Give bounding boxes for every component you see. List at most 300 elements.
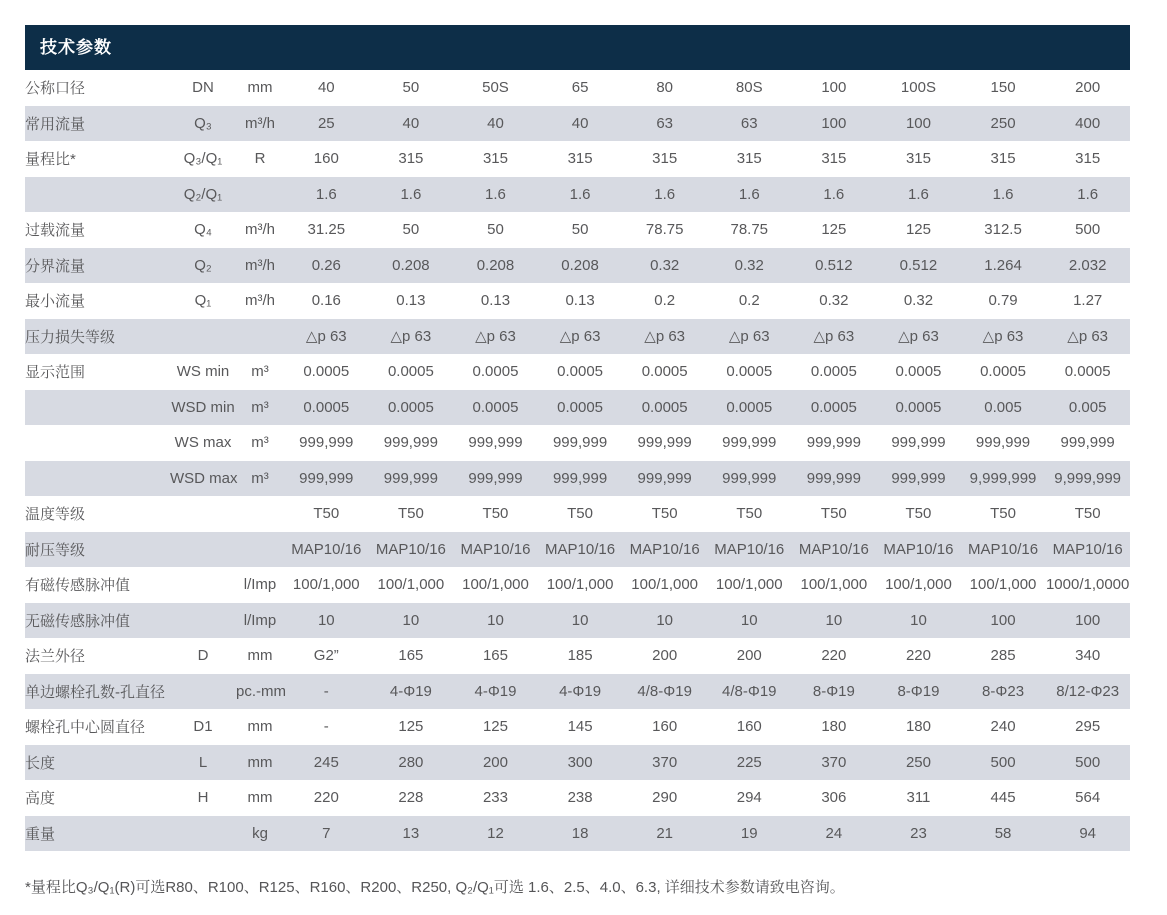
cell-value: 1.6 [485, 185, 506, 203]
cell-value: 23 [910, 824, 927, 842]
cell-value: 145 [567, 718, 593, 736]
cell-value: 125 [398, 718, 424, 736]
row-symbol [170, 674, 236, 710]
row-unit: R [254, 150, 266, 168]
cell-value: 165 [482, 647, 508, 665]
row-symbol: WS max [174, 434, 232, 452]
cell-value: T50 [567, 505, 593, 523]
cell-value: 0.32 [819, 292, 849, 310]
cell-value: 200 [736, 647, 762, 665]
row-symbol [170, 567, 236, 603]
cell-value: 200 [1075, 79, 1101, 97]
cell-value: 78.75 [730, 221, 769, 239]
cell-value: 0.0005 [641, 398, 688, 416]
cell-value: 9,999,999 [1054, 469, 1122, 487]
cell-value: 0.13 [396, 292, 426, 310]
cell-value: 315 [990, 150, 1016, 168]
cell-value: 10 [740, 611, 758, 629]
table-row [25, 248, 1130, 284]
table-row [25, 212, 1130, 248]
cell-value: 999,999 [468, 469, 523, 487]
cell-value: MAP10/16 [629, 540, 700, 558]
table-row [25, 319, 1130, 355]
cell-value: 285 [990, 647, 1016, 665]
row-unit: m³/h [245, 221, 275, 239]
cell-value: 0.32 [734, 256, 764, 274]
cell-value: 100/1,000 [800, 576, 868, 594]
cell-value: 0.512 [815, 256, 853, 274]
cell-value: 0.13 [565, 292, 595, 310]
cell-value: 315 [482, 150, 508, 168]
row-label: 长度 [25, 754, 56, 772]
cell-value: 50S [482, 79, 509, 97]
row-label: 无磁传感脉冲值 [25, 612, 131, 630]
cell-value: 999,999 [806, 469, 861, 487]
cell-value: 4/8-Φ19 [722, 682, 777, 700]
cell-value: 250 [905, 753, 931, 771]
row-label: 温度等级 [25, 506, 86, 524]
cell-value: 311 [906, 789, 931, 807]
cell-value: 220 [821, 647, 847, 665]
cell-value: 10 [571, 611, 589, 629]
cell-value: 2.032 [1068, 256, 1107, 274]
cell-value: 0.0005 [387, 363, 434, 381]
cell-value: 125 [821, 221, 847, 239]
cell-value: 0.79 [988, 292, 1018, 310]
cell-value: 50 [571, 221, 589, 239]
cell-value: △p 63 [1067, 328, 1109, 346]
cell-value: 315 [905, 150, 931, 168]
cell-value: 180 [821, 718, 847, 736]
cell-value: MAP10/16 [460, 540, 531, 558]
row-label [25, 461, 170, 497]
cell-value: MAP10/16 [1052, 540, 1123, 558]
cell-value: 240 [990, 718, 1016, 736]
cell-value: 10 [402, 611, 420, 629]
row-symbol: Q₂/Q₁ [183, 185, 223, 203]
row-unit: m³ [251, 434, 269, 452]
row-unit: m³/h [245, 256, 275, 274]
table-row [25, 567, 1130, 603]
cell-value: 21 [656, 824, 674, 842]
cell-value: 165 [398, 647, 424, 665]
cell-value: 180 [905, 718, 931, 736]
cell-value: 8-Φ23 [982, 682, 1025, 700]
table-row [25, 532, 1130, 568]
cell-value: 0.0005 [1064, 363, 1111, 381]
cell-value: 225 [736, 753, 762, 771]
cell-value: 80S [735, 79, 763, 97]
cell-value: 0.0005 [387, 398, 434, 416]
row-unit: m³/h [245, 292, 275, 310]
cell-value: MAP10/16 [883, 540, 954, 558]
row-label: 分界流量 [25, 257, 86, 275]
row-label: 单边螺栓孔数-孔直径 [25, 683, 165, 701]
cell-value: 10 [825, 611, 843, 629]
tech-params-panel [25, 25, 1130, 851]
table-row [25, 816, 1130, 852]
cell-value: 160 [736, 718, 762, 736]
cell-value: 40 [487, 114, 504, 132]
cell-value: 24 [825, 824, 843, 842]
cell-value: 306 [821, 789, 847, 807]
cell-value: MAP10/16 [714, 540, 785, 558]
row-symbol: D1 [193, 718, 213, 736]
cell-value: 0.512 [899, 256, 938, 274]
row-unit: mm [247, 789, 273, 807]
cell-value: 0.0005 [472, 398, 519, 416]
cell-value: 220 [313, 789, 339, 807]
cell-value: 100/1,000 [715, 576, 783, 594]
cell-value: T50 [651, 505, 678, 523]
cell-value: 0.0005 [641, 363, 688, 381]
cell-value: 50 [402, 221, 420, 239]
cell-value: △p 63 [813, 328, 855, 346]
cell-value: 228 [398, 789, 424, 807]
cell-value: 0.208 [561, 256, 599, 274]
cell-value: 0.208 [392, 256, 430, 274]
cell-value: 10 [487, 611, 504, 629]
cell-value: 0.208 [476, 256, 515, 274]
cell-value: 0.0005 [303, 398, 350, 416]
cell-value: 0.0005 [726, 363, 773, 381]
cell-value: 445 [990, 789, 1016, 807]
cell-value: 500 [1075, 221, 1101, 239]
cell-value: T50 [820, 505, 847, 523]
cell-value: MAP10/16 [968, 540, 1039, 558]
cell-value: 100 [990, 611, 1016, 629]
cell-value: 500 [990, 753, 1016, 771]
row-symbol: Q₄ [194, 221, 212, 239]
cell-value: T50 [397, 505, 424, 523]
cell-value: 8/12-Φ23 [1056, 682, 1120, 700]
cell-value: △p 63 [559, 328, 601, 346]
cell-value: 13 [402, 824, 420, 842]
cell-value: 1.6 [992, 185, 1014, 203]
cell-value: 400 [1075, 114, 1101, 132]
row-symbol: WSD max [170, 469, 238, 487]
cell-value: 58 [994, 824, 1012, 842]
row-label: 压力损失等级 [25, 328, 116, 346]
cell-value: 100/1,000 [377, 576, 445, 594]
table-row [25, 780, 1130, 816]
cell-value: 315 [567, 150, 593, 168]
cell-value: 200 [652, 647, 678, 665]
cell-value: 9,999,999 [969, 469, 1037, 487]
cell-value: 0.0005 [895, 398, 942, 416]
cell-value: △p 63 [728, 328, 770, 346]
row-symbol: Q₂ [194, 256, 212, 274]
table-title: 技术参数 [40, 38, 112, 57]
cell-value: 125 [905, 221, 931, 239]
cell-value: 100 [821, 79, 847, 97]
cell-value: 100/1,000 [885, 576, 952, 594]
cell-value: 280 [398, 753, 424, 771]
cell-value: 999,999 [299, 434, 354, 452]
table-title-bar [25, 25, 1130, 70]
cell-value: 94 [1079, 824, 1097, 842]
cell-value: 4-Φ19 [474, 682, 517, 700]
table-row [25, 496, 1130, 532]
cell-value: △p 63 [390, 328, 432, 346]
table-row [25, 283, 1130, 319]
cell-value: 8-Φ19 [897, 682, 940, 700]
row-label: 重量 [25, 825, 56, 843]
cell-value: 0.005 [984, 398, 1022, 416]
cell-value: 1.6 [315, 185, 337, 203]
cell-value: 10 [317, 611, 335, 629]
cell-value: 12 [487, 824, 504, 842]
row-unit: l/Imp [243, 576, 277, 594]
cell-value: 80 [656, 79, 674, 97]
cell-value: 295 [1075, 718, 1101, 736]
cell-value: 100/1,000 [631, 576, 699, 594]
cell-value: 294 [736, 789, 762, 807]
cell-value: △p 63 [644, 328, 686, 346]
cell-value: 1.6 [738, 185, 760, 203]
cell-value: 999,999 [552, 434, 608, 452]
cell-value: 19 [740, 824, 758, 842]
row-label: 量程比* [25, 151, 76, 169]
cell-value: 999,999 [383, 469, 438, 487]
cell-value: T50 [482, 505, 509, 523]
table-row [25, 745, 1130, 781]
cell-value: 18 [571, 824, 589, 842]
cell-value: MAP10/16 [291, 540, 362, 558]
cell-value: 1.6 [908, 185, 929, 203]
row-symbol: D [197, 647, 209, 665]
row-label: 显示范围 [25, 364, 86, 382]
cell-value: 78.75 [645, 221, 684, 239]
cell-value: 999,999 [806, 434, 861, 452]
cell-value: 315 [821, 150, 847, 168]
cell-value: 0.26 [311, 256, 341, 274]
cell-value: 0.13 [480, 292, 511, 310]
cell-value: 125 [482, 718, 508, 736]
cell-value: 100 [821, 114, 847, 132]
cell-value: 0.0005 [810, 398, 857, 416]
cell-value: 1.6 [654, 185, 676, 203]
cell-value: 370 [652, 753, 678, 771]
table-row [25, 70, 1130, 106]
row-symbol [170, 319, 236, 355]
cell-value: 1.6 [400, 185, 422, 203]
table-row [25, 425, 1130, 461]
cell-value: 312.5 [984, 221, 1022, 239]
cell-value: 250 [990, 114, 1016, 132]
cell-value: 500 [1075, 753, 1101, 771]
cell-value: 63 [656, 114, 674, 132]
row-unit: l/Imp [243, 611, 277, 629]
table-row [25, 674, 1130, 710]
cell-value: 999,999 [637, 469, 692, 487]
cell-value: 100/1,000 [292, 576, 360, 594]
cell-value: 50 [402, 79, 420, 97]
cell-value: 0.0005 [895, 363, 942, 381]
row-label: 法兰外径 [25, 648, 86, 666]
cell-value: 0.2 [654, 292, 676, 310]
row-label: 螺栓孔中心圆直径 [25, 719, 146, 737]
row-label: 高度 [25, 790, 56, 808]
cell-value: 25 [317, 114, 335, 132]
cell-value: 999,999 [891, 469, 946, 487]
cell-value: T50 [1074, 505, 1101, 523]
cell-value: MAP10/16 [545, 540, 616, 558]
row-unit: mm [247, 79, 273, 97]
cell-value: 7 [322, 824, 331, 842]
row-label: 公称口径 [25, 80, 86, 98]
table-row [25, 141, 1130, 177]
cell-value: 4-Φ19 [559, 682, 602, 700]
cell-value: 340 [1075, 647, 1101, 665]
cell-value: 0.32 [650, 256, 680, 274]
row-unit [236, 496, 284, 532]
cell-value: 290 [652, 789, 678, 807]
cell-value: 999,999 [1060, 434, 1115, 452]
cell-value: 100 [1075, 611, 1101, 629]
cell-value: 0.0005 [557, 363, 604, 381]
cell-value: 65 [571, 79, 589, 97]
cell-value: 0.0005 [726, 398, 773, 416]
cell-value: 185 [567, 647, 593, 665]
cell-value: 0.16 [311, 292, 341, 310]
row-unit: m³ [251, 363, 269, 381]
cell-value: 315 [1075, 150, 1101, 168]
cell-value: △p 63 [982, 328, 1024, 346]
cell-value: 0.0005 [303, 363, 350, 381]
cell-value: 100 [905, 114, 931, 132]
cell-value: 315 [398, 150, 424, 168]
cell-value: 0.2 [738, 292, 760, 310]
cell-value: 999,999 [722, 434, 777, 452]
row-label [25, 425, 170, 461]
cell-value: 999,999 [468, 434, 523, 452]
cell-value: 300 [567, 753, 593, 771]
row-unit: kg [252, 824, 268, 842]
row-label [25, 177, 170, 213]
row-unit: m³ [251, 398, 269, 416]
cell-value: △p 63 [305, 328, 347, 346]
table-row [25, 603, 1130, 639]
table-body [25, 70, 1130, 851]
cell-value: T50 [313, 505, 340, 523]
table-row [25, 709, 1130, 745]
cell-value: 999,999 [722, 469, 777, 487]
cell-value: 370 [821, 753, 847, 771]
cell-value: 1.27 [1073, 292, 1103, 310]
cell-value: 1.6 [1077, 185, 1099, 203]
row-symbol [170, 532, 236, 568]
footnote: *量程比Q₃/Q₁(R)可选R80、R100、R125、R160、R200、R250, Q₂/Q₁可选 1.6、2.5、4.0、6.3, 详细技术参数请致电咨询。 [25, 879, 845, 896]
row-symbol: Q₃/Q₁ [183, 150, 223, 168]
cell-value: 40 [402, 114, 420, 132]
row-symbol: WSD min [171, 398, 235, 416]
cell-value: 999,999 [637, 434, 692, 452]
tech-params-table [25, 70, 1130, 851]
cell-value: 100/1,000 [462, 576, 529, 594]
cell-value: 0.005 [1068, 398, 1107, 416]
table-row [25, 390, 1130, 426]
cell-value: T50 [905, 505, 932, 523]
row-symbol [170, 816, 236, 852]
cell-value: 0.0005 [472, 363, 519, 381]
cell-value: T50 [990, 505, 1016, 523]
cell-value: 220 [905, 647, 931, 665]
table-row [25, 177, 1130, 213]
row-symbol: L [198, 753, 208, 771]
cell-value: 63 [740, 114, 758, 132]
cell-value: 31.25 [307, 221, 346, 239]
cell-value: 100S [900, 79, 936, 97]
table-row [25, 638, 1130, 674]
cell-value: 1.264 [984, 256, 1022, 274]
cell-value: 100/1,000 [969, 576, 1037, 594]
cell-value: 1.6 [823, 185, 845, 203]
cell-value: 245 [313, 753, 339, 771]
cell-value: 0.32 [903, 292, 934, 310]
row-symbol: DN [192, 79, 214, 97]
row-unit: mm [247, 718, 273, 736]
cell-value: 160 [652, 718, 678, 736]
row-symbol [170, 603, 236, 639]
row-symbol: Q₁ [194, 292, 212, 310]
cell-value: 200 [482, 753, 508, 771]
row-unit [236, 532, 284, 568]
cell-value: - [323, 718, 329, 736]
cell-value: 315 [652, 150, 678, 168]
cell-value: 233 [482, 789, 508, 807]
row-label [25, 390, 170, 426]
row-label: 过载流量 [25, 222, 86, 240]
table-row [25, 354, 1130, 390]
row-unit: m³/h [245, 114, 275, 132]
row-unit: mm [247, 647, 273, 665]
cell-value: 1000/1,0000 [1045, 576, 1130, 594]
cell-value: 1.6 [569, 185, 591, 203]
row-label: 最小流量 [25, 293, 86, 311]
cell-value: 10 [910, 611, 927, 629]
cell-value: 999,999 [552, 469, 608, 487]
cell-value: △p 63 [898, 328, 939, 346]
cell-value: G2” [313, 647, 339, 665]
row-unit [236, 177, 284, 213]
cell-value: MAP10/16 [375, 540, 446, 558]
cell-value: 50 [487, 221, 504, 239]
cell-value: 150 [990, 79, 1016, 97]
cell-value: 999,999 [299, 469, 354, 487]
row-label: 常用流量 [25, 115, 86, 133]
row-unit: mm [247, 753, 273, 771]
cell-value: T50 [736, 505, 763, 523]
cell-value: △p 63 [475, 328, 516, 346]
cell-value: 10 [656, 611, 674, 629]
row-symbol [170, 496, 236, 532]
cell-value: 999,999 [891, 434, 946, 452]
row-symbol: Q₃ [194, 114, 212, 132]
cell-value: 8-Φ19 [812, 682, 855, 700]
cell-value: MAP10/16 [798, 540, 869, 558]
row-label: 耐压等级 [25, 541, 86, 559]
row-label: 有磁传感脉冲值 [25, 577, 131, 595]
cell-value: 0.0005 [980, 363, 1026, 381]
row-unit: m³ [251, 469, 269, 487]
cell-value: 238 [567, 789, 593, 807]
cell-value: 999,999 [975, 434, 1031, 452]
cell-value: 40 [571, 114, 589, 132]
cell-value: 999,999 [383, 434, 438, 452]
row-unit [236, 319, 284, 355]
cell-value: 40 [317, 79, 335, 97]
